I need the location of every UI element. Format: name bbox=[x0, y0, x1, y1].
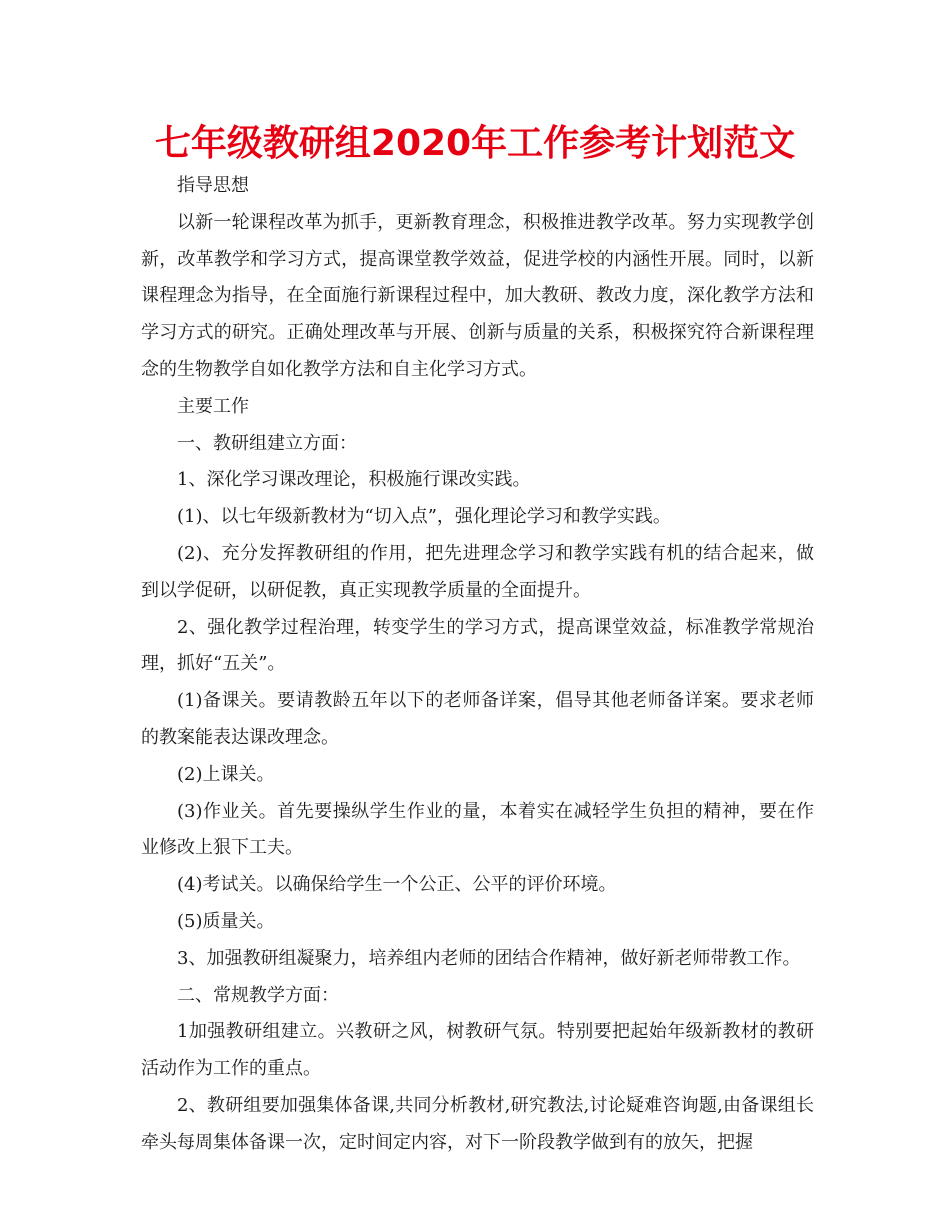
heading-guiding-thought: 指导思想 bbox=[177, 175, 249, 196]
list-item-2-5: (5)质量关。 bbox=[177, 910, 275, 932]
routine-item-1: 1加强教研组建立。兴教研之风，树教研气氛。特别要把起始年级新教材的教研活动作为工作的重点。 bbox=[141, 1021, 814, 1080]
section-heading-routine-teaching: 二、常规教学方面： bbox=[177, 984, 339, 1006]
document-body bbox=[141, 168, 814, 1162]
routine-item-2: 2、教研组要加强集体备课,共同分析教材,研究教法,讨论疑难咨询题,由备课组长牵头每周集体备课一次，定时间定内容，对下一阶段教学做到有的放矢，把握 bbox=[141, 1094, 814, 1153]
list-item-3: 3、加强教研组凝聚力，培养组内老师的团结合作精神，做好新老师带教工作。 bbox=[177, 947, 801, 969]
section-heading-research-group: 一、教研组建立方面： bbox=[177, 432, 357, 454]
paragraph-guiding-content: 以新一轮课程改革为抓手，更新教育理念，积极推进教学改革。努力实现教学创新，改革教学和学习方式，提高课堂教学效益，促进学校的内涵性开展。同时，以新课程理念为指导，在全面施行新课程过程中，加大教研、教改力度，深化教学方法和学习方式的研究。正确处理改革与开展、创新与质量的关系，积极探究符合新课程理念的生物教学自如化教学方法和自主化学习方式。 bbox=[141, 211, 814, 380]
list-item-1: 1、深化学习课改理论，积极施行课改实践。 bbox=[177, 469, 531, 491]
list-item-2-2: (2)上课关。 bbox=[177, 763, 275, 785]
list-item-2-1: (1)备课关。要请教龄五年以下的老师备详案，倡导其他老师备详案。要求老师的教案能表达课改理念。 bbox=[141, 690, 814, 748]
list-item-1-1: (1)、以七年级新教材为“切入点”，强化理论学习和教学实践。 bbox=[177, 506, 671, 528]
list-item-2-3: (3)作业关。首先要操纵学生作业的量，本着实在减轻学生负担的精神，要在作业修改上狠下工夫。 bbox=[141, 800, 814, 859]
list-item-1-2: (2)、充分发挥教研组的作用，把先进理念学习和教学实践有机的结合起来，做到以学促研，以研促教，真正实现教学质量的全面提升。 bbox=[141, 542, 814, 601]
heading-main-work: 主要工作 bbox=[177, 395, 249, 417]
document-title: 七年级教研组2020年工作参考计划范文 bbox=[154, 123, 796, 164]
list-item-2-4: (4)考试关。以确保给学生一个公正、公平的评价环境。 bbox=[177, 874, 617, 896]
list-item-2: 2、强化教学过程治理，转变学生的学习方式，提高课堂效益，标准教学常规治理，抓好“五关”。 bbox=[141, 616, 814, 675]
